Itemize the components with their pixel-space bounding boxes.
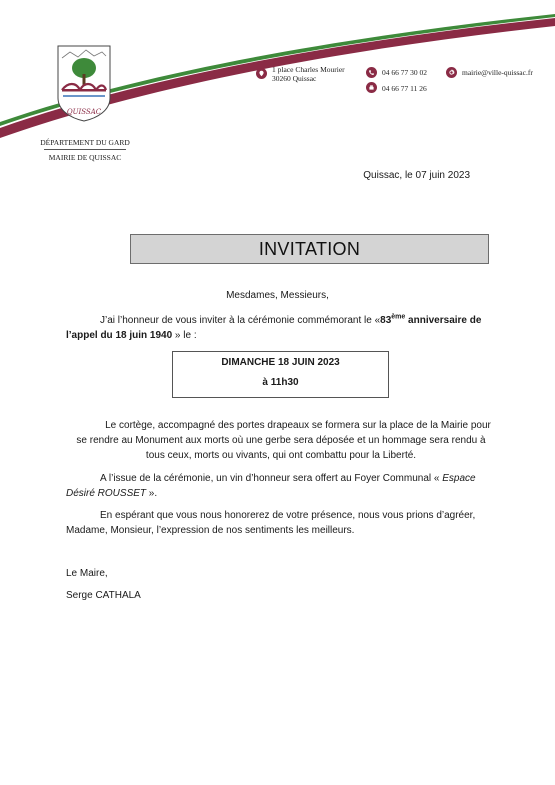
fax-icon — [366, 82, 377, 93]
p1-number: 83 — [380, 315, 392, 326]
p1-superscript: ème — [391, 313, 406, 321]
event-date-box — [172, 351, 389, 398]
email-icon — [446, 67, 457, 78]
paragraph-closing — [66, 508, 496, 538]
paragraph-procession — [66, 418, 496, 463]
address-line2: 30260 Quissac — [272, 74, 317, 83]
mairie-name: MAIRIE DE QUISSAC — [48, 153, 122, 162]
email-address[interactable]: mairie@ville-quissac.fr — [462, 68, 533, 77]
p1-anniversary: anniversaire de l’appel du 18 juin 1940 — [66, 315, 482, 341]
department-name: DÉPARTEMENT DU GARD — [40, 138, 130, 147]
location-pin-icon — [256, 68, 267, 79]
phone-number[interactable]: 04 66 77 30 02 — [382, 68, 427, 77]
p1-end: » le : — [172, 330, 197, 341]
department-divider — [44, 149, 126, 150]
signature-name: Serge CATHALA — [66, 590, 141, 601]
p4-text: En espérant que vous nous honorerez de votre présence, nous vous prions d’agréer, Madame, Monsieur, l’expression de nos sentiments les meilleurs. — [66, 510, 476, 536]
event-day: DIMANCHE 18 JUIN 2023 — [221, 357, 340, 368]
invitation-title-box — [130, 234, 489, 264]
invitation-title: INVITATION — [258, 238, 361, 259]
signature-role: Le Maire, — [66, 568, 108, 579]
event-time: à 11h30 — [262, 377, 299, 388]
logo-label: QUISSAC — [66, 108, 102, 116]
salutation: Mesdames, Messieurs, — [226, 290, 329, 301]
p3-start: A l’issue de la cérémonie, un vin d’honneur sera offert au Foyer Communal « — [100, 473, 443, 484]
fax-number[interactable]: 04 66 77 11 26 — [382, 84, 427, 93]
p2-text: Le cortège, accompagné des portes drapeaux se formera sur la place de la Mairie pour se rendre au Monument aux morts où une gerbe sera déposée et un hommage sera rendu à tous ceux, morts ou vivants, qui ont combattu pour la Liberté. — [76, 420, 491, 461]
paragraph-reception — [66, 471, 496, 501]
p3-venue: Espace Désiré ROUSSET — [66, 473, 476, 499]
p3-end: ». — [146, 488, 158, 499]
address-line1: 1 place Charles Mourier — [272, 65, 345, 74]
paragraph-invitation — [66, 313, 496, 343]
letter-date: Quissac, le 07 juin 2023 — [363, 170, 470, 181]
p1-start: J’ai l’honneur de vous inviter à la cérémonie commémorant le « — [100, 315, 381, 326]
phone-icon — [366, 67, 377, 78]
